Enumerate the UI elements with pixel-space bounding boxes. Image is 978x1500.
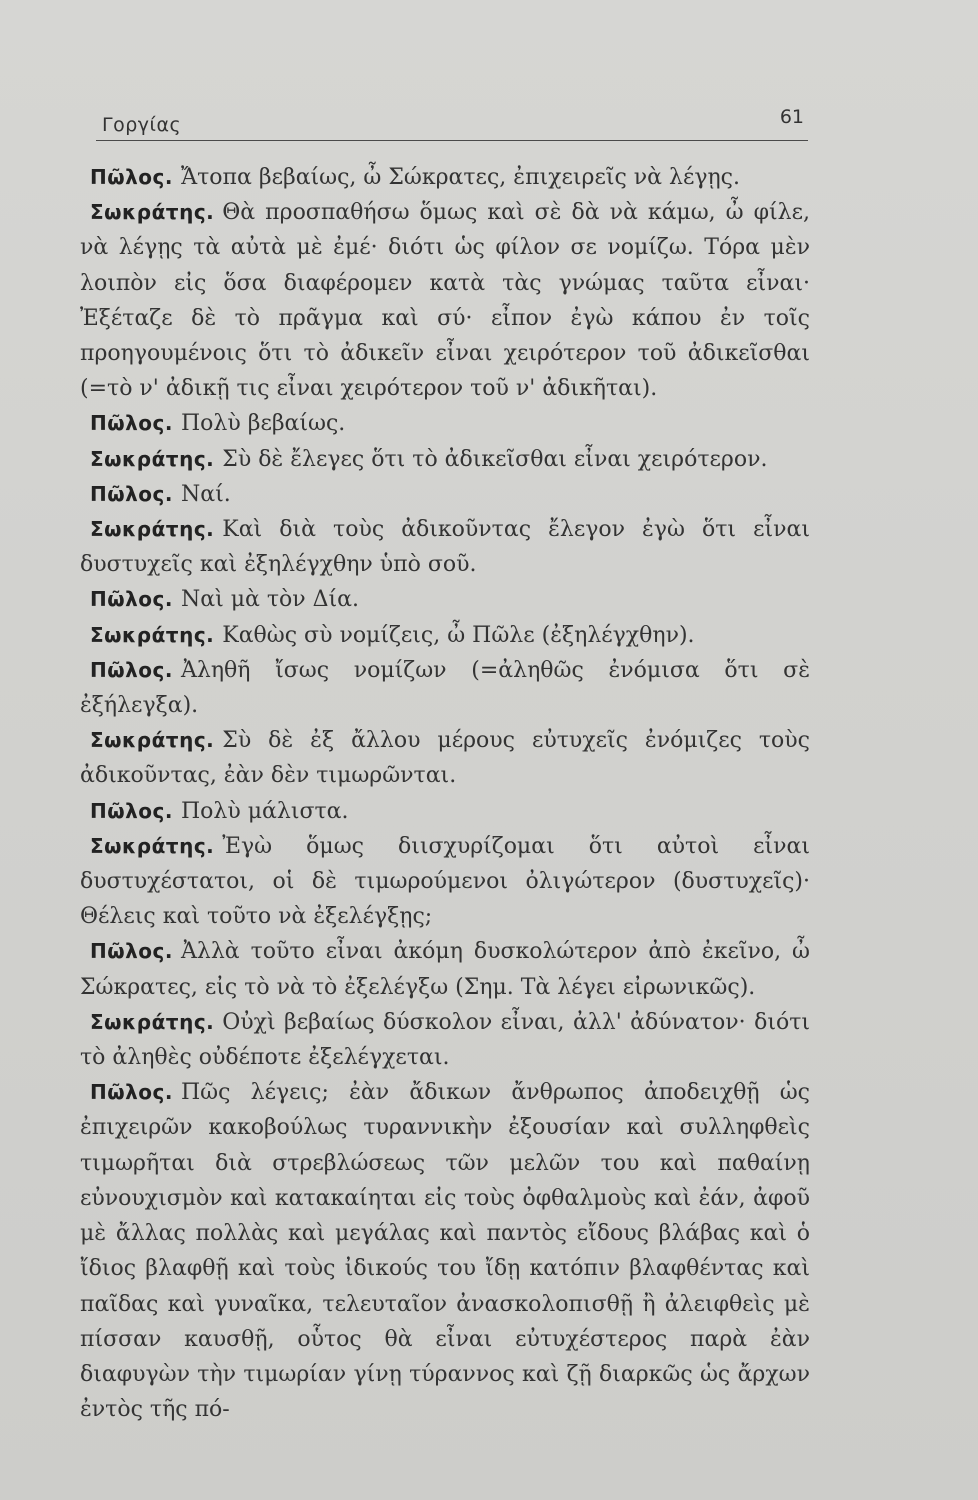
speech	[80, 829, 810, 935]
speech-text: Ναί.	[180, 481, 231, 507]
speaker-label: Σωκράτης.	[90, 622, 215, 647]
speech-text: Σὺ δὲ ἔλεγες ὅτι τὸ ἀδικεῖσθαι εἶναι χειρότερον.	[222, 446, 768, 472]
speaker-label: Πῶλος.	[90, 798, 173, 823]
speech	[80, 160, 810, 195]
running-title: Γοργίας	[102, 114, 182, 136]
speech-text: Ἐγὼ ὅμως διισχυρίζομαι ὅτι αὐτοὶ εἶναι δυστυχέστατοι, οἱ δὲ τιμωρούμενοι ὀλιγώτερον (δυστυχεῖς)· Θέλεις καὶ τοῦτο νὰ ἐξελέγξῃς;	[80, 833, 810, 930]
speech-text: Πολὺ μάλιστα.	[180, 798, 349, 824]
speech	[80, 512, 810, 582]
speaker-label: Πῶλος.	[90, 1080, 173, 1105]
speaker-label: Σωκράτης.	[90, 517, 215, 542]
speech-text: Ἀληθῆ ἴσως νομίζων (=ἀληθῶς ἐνόμισα ὅτι σὲ ἐξήλεγξα).	[80, 657, 810, 719]
speech	[80, 723, 810, 793]
speech-text: Σὺ δὲ ἐξ ἄλλου μέρους εὐτυχεῖς ἐνόμιζες τοὺς ἀδικοῦντας, ἐὰν δὲν τιμωρῶνται.	[80, 728, 810, 789]
page-number: 61	[779, 106, 804, 128]
speech-text: Πῶς λέγεις; ἐὰν ἄδικων ἄνθρωπος ἀποδειχθῇ ὡς ἐπιχειρῶν κακοβούλως τυραννικὴν ἐξουσίαν καὶ συλληφθεὶς τιμωρῆται διὰ στρεβλώσεως τῶν μελῶν του καὶ παθαίνῃ εὐνουχισμὸν καὶ κατακαίηται εἰς τοὺς ὀφθαλμοὺς καὶ ἐάν, ἀφοῦ μὲ ἄλλας πολλὰς καὶ μεγάλας καὶ παντὸς εἴδους βλάβας καὶ ὁ ἴδιος βλαφθῇ καὶ τοὺς ἰδικούς του ἴδῃ κατόπιν βλαφθέντας καὶ παῖδας καὶ γυναῖκα, τελευταῖον ἀνασκολοπισθῇ ἢ ἀλειφθεὶς μὲ πίσσαν καυσθῇ, οὗτος θὰ εἶναι εὐτυχέστερος παρὰ ἐὰν διαφυγὼν τὴν τιμωρίαν γίνῃ τύραννος καὶ ζῇ διαρκῶς ὡς ἄρχων ἐντὸς τῆς πό-	[80, 1080, 810, 1423]
speech-text: Ναὶ μὰ τὸν Δία.	[180, 587, 360, 613]
speaker-label: Πῶλος.	[90, 939, 173, 964]
dialogue-text	[80, 160, 810, 1427]
speech-text: Καθὼς σὺ νομίζεις, ὦ Πῶλε (ἐξηλέγχθην).	[222, 622, 695, 648]
speech-text: Καὶ διὰ τοὺς ἀδικοῦντας ἔλεγον ἐγὼ ὅτι εἶναι δυστυχεῖς καὶ ἐξηλέγχθην ὑπὸ σοῦ.	[80, 517, 810, 578]
speaker-label: Πῶλος.	[90, 481, 173, 506]
speaker-label: Σωκράτης.	[90, 1009, 215, 1034]
page-header	[96, 100, 808, 141]
speech	[80, 442, 810, 477]
speech	[80, 195, 810, 406]
speaker-label: Πῶλος.	[90, 587, 173, 612]
speech-text: Ἄτοπα βεβαίως, ὦ Σώκρατες, ἐπιχειρεῖς νὰ λέγῃς.	[180, 165, 740, 190]
speaker-label: Πῶλος.	[90, 657, 173, 682]
speaker-label: Σωκράτης.	[90, 200, 215, 225]
speech	[80, 1005, 810, 1075]
speech-text: Οὐχὶ βεβαίως δύσκολον εἶναι, ἀλλ' ἀδύνατον· διότι τὸ ἀληθὲς οὐδέποτε ἐξελέγχεται.	[80, 1009, 810, 1071]
speech	[80, 794, 810, 829]
speaker-label: Πῶλος.	[90, 165, 173, 189]
speech	[80, 406, 810, 441]
speech	[80, 618, 810, 653]
speaker-label: Πῶλος.	[90, 411, 173, 436]
speech-text: Ἀλλὰ τοῦτο εἶναι ἀκόμη δυσκολώτερον ἀπὸ ἐκεῖνο, ὦ Σώκρατες, εἰς τὸ νὰ τὸ ἐξελέγξω (Σημ. Τὰ λέγει εἰρωνικῶς).	[80, 939, 810, 1000]
speaker-label: Σωκράτης.	[90, 446, 215, 471]
speech-text: Πολὺ βεβαίως.	[180, 411, 346, 437]
speaker-label: Σωκράτης.	[90, 833, 215, 858]
speech	[80, 934, 810, 1004]
speaker-label: Σωκράτης.	[90, 728, 215, 753]
speech	[80, 653, 810, 723]
speech	[80, 1075, 810, 1427]
speech	[80, 477, 810, 512]
speech-text: Θὰ προσπαθήσω ὅμως καὶ σὲ δὰ νὰ κάμω, ὦ φίλε, νὰ λέγῃς τὰ αὐτὰ μὲ ἐμέ· διότι ὡς φίλον σε νομίζω. Τόρα μὲν λοιπὸν εἰς ὅσα διαφέρομεν κατὰ τὰς γνώμας ταῦτα εἶναι· Ἐξέταζε δὲ τὸ πρᾶγμα καὶ σύ· εἶπον ἐγὼ κάπου ἐν τοῖς προηγουμένοις ὅτι τὸ ἀδικεῖν εἶναι χειρότερον τοῦ ἀδικεῖσθαι (=τὸ ν' ἀδικῇ τις εἶναι χειρότερον τοῦ ν' ἀδικῆται).	[80, 200, 810, 402]
speech	[80, 582, 810, 617]
